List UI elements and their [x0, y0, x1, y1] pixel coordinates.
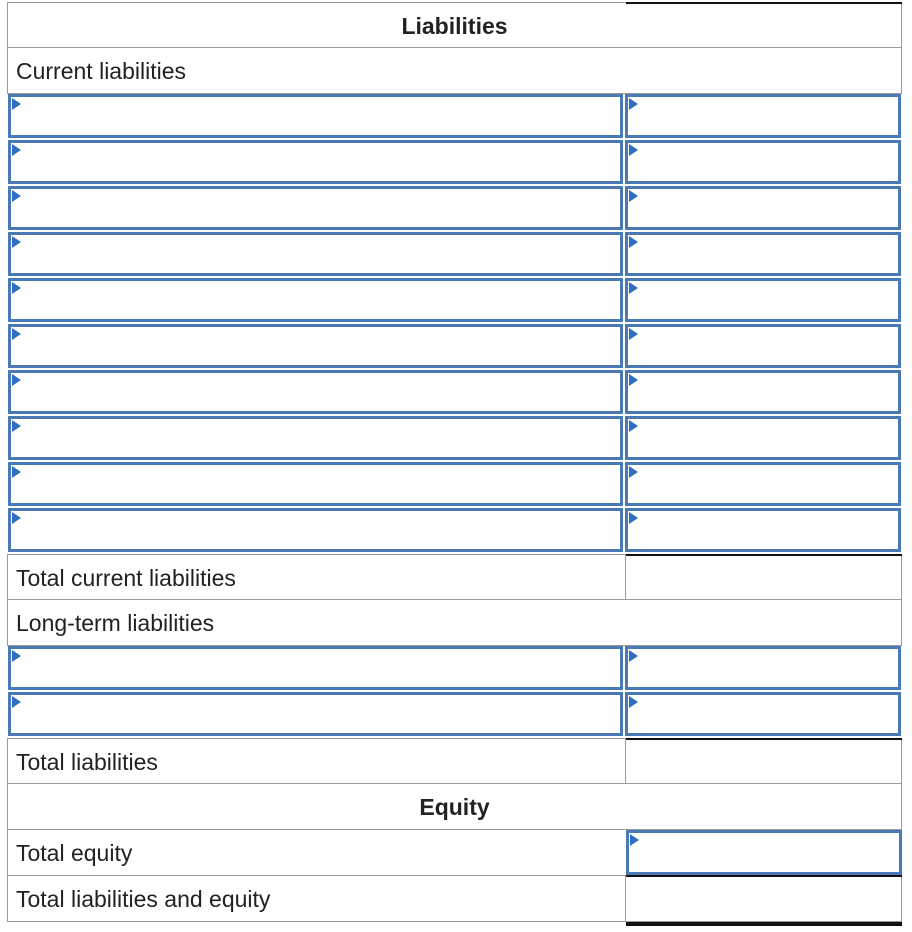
total-current-liabilities-row	[7, 554, 902, 600]
total-equity-label: Total equity	[16, 840, 133, 866]
triangle-right-icon[interactable]	[12, 98, 21, 110]
amount-input[interactable]	[625, 416, 901, 460]
current-liability-row	[7, 94, 902, 140]
account-name-input[interactable]	[8, 278, 623, 322]
double-underline	[626, 922, 902, 926]
account-name-input[interactable]	[8, 416, 623, 460]
total-liabilities-and-equity-label: Total liabilities and equity	[16, 886, 271, 912]
account-name-input[interactable]	[8, 646, 623, 690]
triangle-right-icon[interactable]	[629, 512, 638, 524]
triangle-right-icon[interactable]	[629, 650, 638, 662]
long-term-liability-row	[7, 646, 902, 692]
long-term-liabilities-row	[7, 600, 902, 646]
total-liabilities-label: Total liabilities	[16, 749, 158, 775]
current-liability-row	[7, 462, 902, 508]
triangle-right-icon[interactable]	[629, 696, 638, 708]
total-equity-row	[7, 830, 902, 876]
current-liability-row	[7, 186, 902, 232]
triangle-right-icon[interactable]	[12, 236, 21, 248]
amount-input[interactable]	[625, 94, 901, 138]
total-current-liabilities-label: Total current liabilities	[16, 565, 236, 591]
account-name-input[interactable]	[8, 370, 623, 414]
triangle-right-icon[interactable]	[629, 98, 638, 110]
current-liability-row	[7, 370, 902, 416]
total-top-rule	[626, 554, 902, 556]
triangle-right-icon[interactable]	[12, 420, 21, 432]
header-top-rule	[626, 2, 902, 4]
current-liability-row	[7, 324, 902, 370]
current-liability-row	[7, 508, 902, 554]
account-name-input[interactable]	[8, 94, 623, 138]
triangle-right-icon[interactable]	[629, 236, 638, 248]
current-liabilities-row	[7, 48, 902, 94]
liabilities-header-row	[7, 2, 902, 48]
total-equity-input[interactable]	[626, 830, 902, 875]
amount-input[interactable]	[625, 692, 901, 736]
total-top-rule	[626, 875, 902, 877]
account-name-input[interactable]	[8, 692, 623, 736]
amount-input[interactable]	[625, 370, 901, 414]
current-liabilities-label: Current liabilities	[16, 58, 187, 84]
long-term-liabilities-label: Long-term liabilities	[16, 610, 215, 636]
triangle-right-icon[interactable]	[12, 190, 21, 202]
account-name-input[interactable]	[8, 186, 623, 230]
amount-input[interactable]	[625, 278, 901, 322]
triangle-right-icon[interactable]	[629, 328, 638, 340]
triangle-right-icon[interactable]	[629, 466, 638, 478]
long-term-liability-row	[7, 692, 902, 738]
total-liabilities-and-equity-row	[7, 876, 902, 922]
column-divider	[625, 739, 626, 783]
triangle-right-icon[interactable]	[12, 650, 21, 662]
triangle-right-icon[interactable]	[12, 374, 21, 386]
current-liability-row	[7, 278, 902, 324]
account-name-input[interactable]	[8, 140, 623, 184]
amount-input[interactable]	[625, 232, 901, 276]
triangle-right-icon[interactable]	[629, 144, 638, 156]
amount-input[interactable]	[625, 646, 901, 690]
current-liability-row	[7, 416, 902, 462]
triangle-right-icon[interactable]	[629, 282, 638, 294]
column-divider	[625, 876, 626, 921]
balance-sheet-liabilities-equity	[7, 2, 902, 922]
account-name-input[interactable]	[8, 324, 623, 368]
column-divider	[625, 555, 626, 599]
total-top-rule	[626, 738, 902, 740]
triangle-right-icon[interactable]	[12, 144, 21, 156]
amount-input[interactable]	[625, 186, 901, 230]
account-name-input[interactable]	[8, 462, 623, 506]
triangle-right-icon[interactable]	[12, 328, 21, 340]
account-name-input[interactable]	[8, 508, 623, 552]
equity-header: Equity	[419, 794, 490, 820]
triangle-right-icon[interactable]	[629, 420, 638, 432]
triangle-right-icon[interactable]	[12, 466, 21, 478]
amount-input[interactable]	[625, 324, 901, 368]
current-liability-row	[7, 140, 902, 186]
triangle-right-icon[interactable]	[12, 282, 21, 294]
amount-input[interactable]	[625, 140, 901, 184]
triangle-right-icon[interactable]	[629, 374, 638, 386]
amount-input[interactable]	[625, 462, 901, 506]
liabilities-header: Liabilities	[401, 13, 508, 39]
current-liability-row	[7, 232, 902, 278]
triangle-right-icon[interactable]	[630, 834, 639, 846]
account-name-input[interactable]	[8, 232, 623, 276]
triangle-right-icon[interactable]	[12, 696, 21, 708]
triangle-right-icon[interactable]	[629, 190, 638, 202]
triangle-right-icon[interactable]	[12, 512, 21, 524]
amount-input[interactable]	[625, 508, 901, 552]
total-liabilities-row	[7, 738, 902, 784]
equity-header-row	[7, 784, 902, 830]
